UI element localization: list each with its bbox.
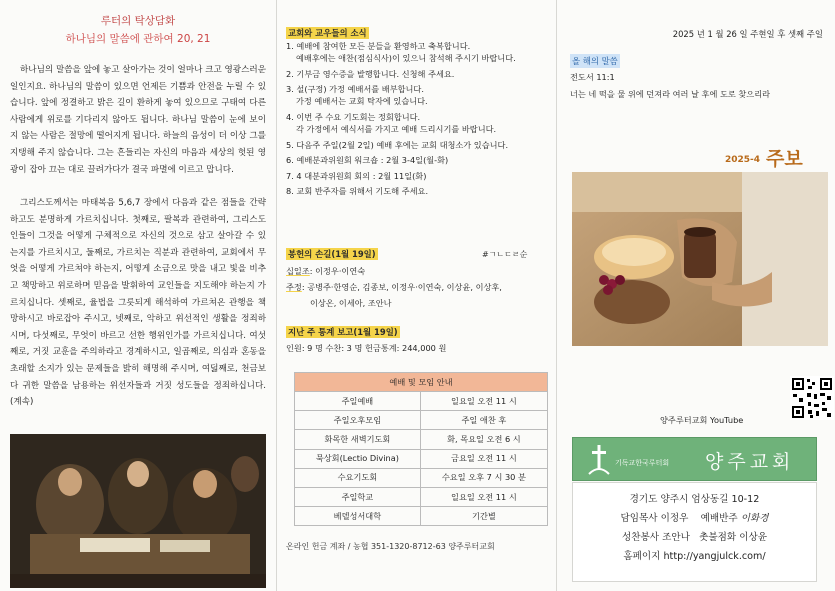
article-paragraph-2: 그리스도께서는 마태복음 5,6,7 장에서 다음과 같은 점들을 간략하고도 분명하게 가르치십니다. 첫째로, 팔복과 관련하여, 그리스도인들이 그것을 어떻게 구체적으로 자신의 것으로 삼고 살아갈 수 있는지를 가르치시고, 둘째로, 가르치는 직분과 관련하여, 교회에서 무엇을 어떻게 가르쳐야 하는지, 어떻게 소금으로 맛을 내고 빛을 비추고 책망하고 위로하며 믿음을 발휘하여 교인들을 지도해야 하는지 가르치십니다. 셋째로, 율법을 그릇되게 해석하여 가르쳐온 관행을 책망하시고 바로잡아 주시고, 넷째로, 악하고 위선적인 생활을 정죄하시며, 다섯째로, 무엇이 바르고 선한 행위인가를 가르치십니다. 여섯째로, 거짓 교훈을 주의하라고 경계하시고, 일곱째로, 의심과 혼동을 초래할 소지가 있는 문제들을 밝히 해명해 주시며, 여덟째로, 천금보다 귀한 말씀을 남용하는 위선자들과 거짓 성도들을 정죄하십니다. (계속) — [10, 198, 266, 408]
verse-text: 너는 네 떡을 물 위에 던져라 여러 날 후에 도로 찾으리라 — [570, 89, 771, 99]
table-row: 묵상회(Lectio Divina) 금요일 오전 11 시 — [295, 449, 548, 468]
article-paragraph-1: 하나님의 말씀을 앞에 놓고 살아가는 것이 얼마나 크고 영광스러운 일인지요. 하나님의 말씀이 있으면 언제든 기쁨과 안전을 누릴 수 있습니다. 앞에 정결하고 밝은 길이 환하게 놓여 있으므로 구태여 다른 사람에게 위로를 기다리지 않아도 됩니다. 하나님 말씀이 눈에 보이지 않는 사람은 절망에 떨어지게 됩니다. 하늘의 음성이 더 이상 그를 지탱해 주지 않습니다. 그는 흔들리는 자신의 마음과 세상의 헛된 영광이 잡아 끄는 대로 끌려가다가 결국 파멸에 이르고 맙니다. — [10, 65, 266, 175]
table-row: 주일오후모임 주일 애찬 후 — [295, 411, 548, 430]
youtube-qr-code[interactable] — [790, 376, 834, 420]
weekly-offering-line: 주정: 공병주·한영순, 김종보, 이정우·이연숙, 이상윤, 이상후, — [286, 282, 502, 292]
stats-title: 지난 주 통계 보고(1월 19일) — [288, 327, 398, 337]
weekly-offering-line-2: 이상온, 이세아, 조안나 — [310, 298, 392, 308]
news-item: 6. 예배분과위원회 워크숍 : 2월 3-4일(월-화) — [286, 155, 449, 166]
article-title: 하나님의 말씀에 관하여 20, 21 — [65, 33, 211, 45]
news-item: 1. 예배에 참여한 모든 분들을 환영하고 축복합니다. 예배후에는 애찬(점심식사)이 있으니 참석해 주시기 바랍니다. — [286, 41, 516, 64]
youtube-label[interactable]: 양주루터교회 YouTube — [660, 415, 744, 425]
right-panel — [556, 0, 835, 591]
verse-reference: 전도서 11:1 — [570, 72, 615, 82]
table-row: 베델성서대학 기간별 — [295, 507, 548, 526]
issue-number: 2025-4 — [725, 155, 761, 165]
denomination-name: 기독교한국루터회 — [615, 459, 670, 467]
table-row: 수요기도회 수요일 오후 7 시 30 분 — [295, 468, 548, 487]
schedule-header: 예배 및 모임 안내 — [295, 373, 548, 392]
cross-icon — [587, 444, 611, 476]
news-item: 3. 설(구정) 가정 예배서를 배부합니다. 가정 예배서는 교회 탁자에 있습니다. — [286, 84, 428, 107]
pianist-signature: 이화경 — [740, 513, 769, 524]
church-name: 양주교회 — [705, 451, 795, 473]
order-hashtag: #ㄱㄴㄷㄹ순 — [482, 250, 528, 259]
table-row: 주일학교 일요일 오전 11 시 — [295, 487, 548, 506]
bulletin-title: 주보 — [766, 148, 803, 170]
tithe-line: 십일조: 이정우·이연숙 — [286, 266, 366, 276]
offering-title: 봉헌의 손길(1월 19일) — [288, 249, 376, 259]
pastor-line: 담임목사 이정우 예배반주 이화경 — [620, 513, 769, 524]
news-item: 7. 4 대분과위원회 회의 : 2월 11일(화) — [286, 170, 427, 181]
table-row: 화목한 새벽기도회 화, 목요일 오전 6 시 — [295, 430, 548, 449]
bulletin-date: 2025 년 1 월 26 일 주현일 후 셋째 주일 — [672, 29, 823, 39]
stats-line: 인원: 9 명 수찬: 3 명 헌금통계: 244,000 원 — [286, 343, 447, 353]
table-row: 주일예배 일요일 오전 11 시 — [295, 392, 548, 411]
news-item: 2. 기부금 영수증을 발행합니다. 신청해 주세요. — [286, 68, 455, 79]
article-series-title: 루터의 탁상담화 — [100, 15, 176, 27]
verse-of-year-label: 올 해의 말씀 — [572, 56, 618, 66]
church-logo — [572, 437, 817, 481]
reformers-painting — [10, 434, 266, 588]
news-item: 4. 이번 주 수요 기도회는 정회합니다. 각 가정에서 예식서를 가지고 예배 드리시기를 바랍니다. — [286, 111, 497, 135]
news-item: 5. 다음주 주일(2월 2일) 예배 후에는 교회 대청소가 있습니다. — [286, 139, 509, 150]
schedule-table — [294, 372, 548, 526]
service-volunteers: 성찬봉사 조안나 촛불점화 이상윤 — [621, 532, 768, 543]
bread-and-cup-photo — [572, 172, 828, 346]
middle-panel — [276, 0, 556, 591]
news-item: 8. 교회 반주자를 위해서 기도해 주세요. — [286, 186, 429, 197]
offering-account: 온라인 헌금 계좌 / 농협 351-1320-8712-63 양주루터교회 — [286, 542, 495, 551]
church-info-box — [572, 482, 817, 582]
news-list — [286, 40, 548, 201]
church-address: 경기도 양주시 엄상동길 10-12 — [629, 494, 760, 505]
homepage-link[interactable]: 홈페이지 http://yangjulck.com/ — [623, 551, 766, 562]
news-title: 교회와 교우들의 소식 — [288, 28, 367, 38]
left-panel — [0, 0, 276, 591]
